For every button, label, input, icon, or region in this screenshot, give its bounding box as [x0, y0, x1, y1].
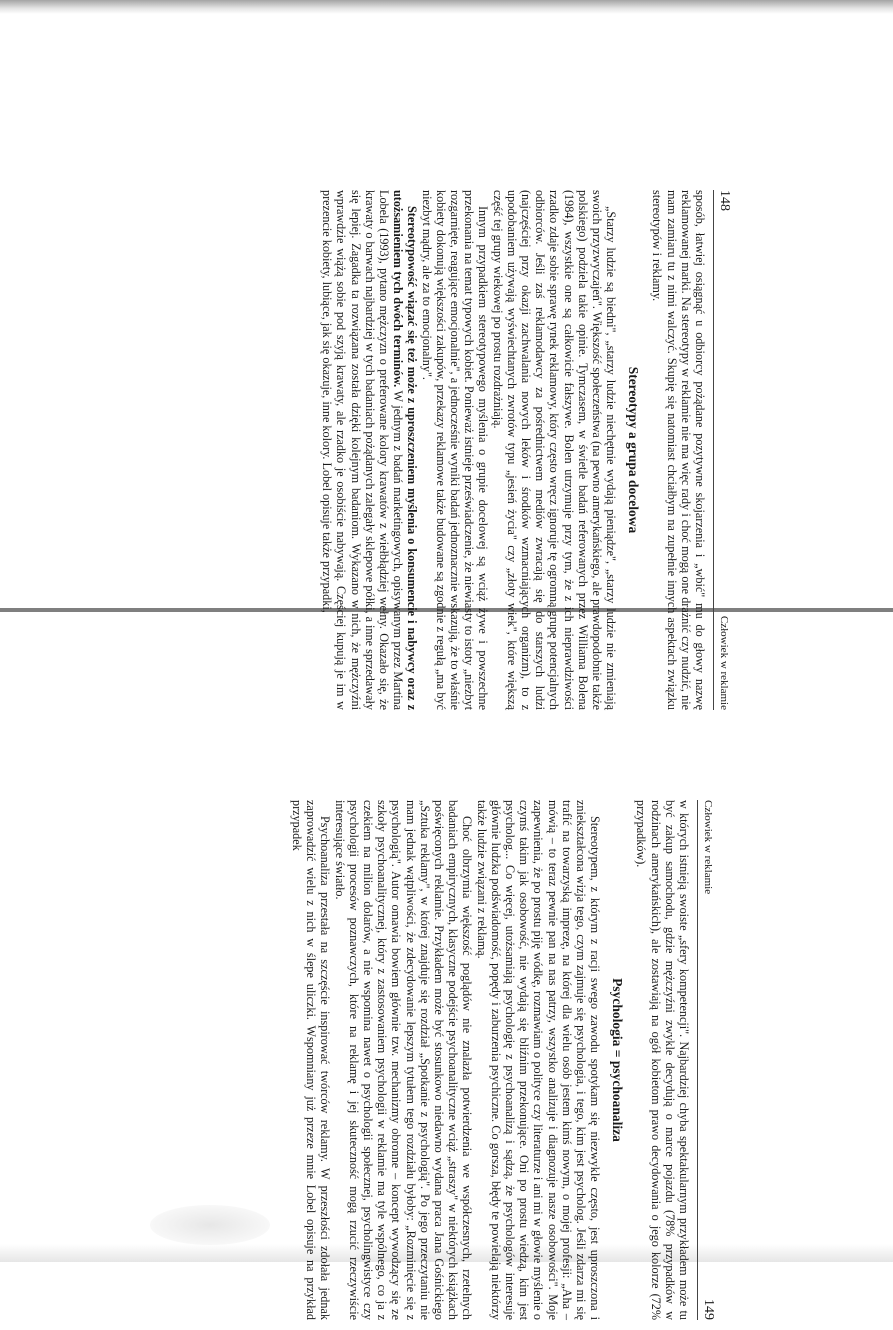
page-148	[0, 180, 736, 720]
paragraph: Psychoanaliza przestała na szczęście inspirować twórców reklamy. W przeszłości zdołała jednak zaprowadzić wielu z nich w ślepe uliczki. Wspomniany już przeze mnie Lobel opisuje na przykład przypadek	[289, 800, 333, 1320]
page-149	[0, 790, 720, 1330]
paragraph: Innym przypadkiem stereotypowego myślenia o grupie docelowej są wciąż żywe i powszechne przekonania na temat typowych kobiet. Ponieważ istnieje przeświadczenie, że niewiasty to istoty „niezbyt rozgarnięte, reagujące emocjonalnie", a jednocześnie wyniki badań jednoznacznie wskazują, że to właśnie kobiety dokonują większości zakupów, przekazy reklamowe także budowane są zgodnie z regułą „ma być niezbyt mądry, ale za to emocjonalny".	[419, 190, 491, 710]
running-title: Człowiek w reklamie	[718, 615, 730, 710]
page-number: 148	[717, 190, 732, 211]
scan-top-edge	[0, 0, 893, 14]
bold-lead: Stereotypowość wiązać się też może z uproszczeniem myślenia o konsumencie i nabywcy oraz z utożsamieniem tych dwóch terminów.	[391, 190, 420, 710]
section-heading: Psychologia = psychoanaliza	[610, 978, 626, 1142]
page-body-148	[320, 190, 707, 710]
paragraph: Stereotypem, z którym z racji swego zawodu spotykam się niezwykle często, jest uproszczona i zniekształcona wizja tego, czym zajmuje się psychologia, i tego, kim jest psycholog. Jeśli zdarza mi się trafić na towarzyską imprezę, na której dla wielu osób jestem kimś nowym, o mojej profesji: „Aha – mówią – to teraz pewnie pan na nas patrzy, wszystko analizuje i diagnozuje nasze osobowości". Moje zapewnienia, że po prostu piję wódkę, rozmawiam o polityce czy literaturze i ani mi w głowie myślenie o czymś takim jak osobowość, nie wydają się bliźnim przekonujące. Oni po prostu wiedzą, kim jest psycholog... Co więcej, utożsamiają psychologię z psychoanalizą i sądzą, że psychologów interesuje głównie ludzka podświadomość, popędy i zaburzenia psychiczne. Co gorsza, błędy te powielają niektórzy także ludzie związani z reklamą.	[474, 800, 603, 1320]
running-title: Człowiek w reklamie	[702, 800, 714, 895]
paragraph-rest: W jednym z badań marketingowych, opisywanym przez Martina Lobela (1993), pytano mężczyzn o preferowane kolory krawatów z wiełbłądziej wełny. Okazało się, że krawaty o barwach najbardziej w tych badaniach pożądanych zalegały sklepowe półki, a inne sprzedawały się lepiej. Zagadka ta rozwiązana została dzięki kolejnym badaniom. Wykazano w nich, że mężczyźni wprawdzie wiążą sobie pod szyją krawaty, ale rzadko je osobiście nabywają. Częściej kupują je im w prezencie kobiety, lubiące, jak się okazuje, inne kolory. Lobel opisuje także przypadki,	[320, 190, 406, 711]
paragraph: „Starzy ludzie są biedni", „starzy ludzie niechętnie wydają pieniądze", „starzy ludzie nie zmieniają swoich przyzwyczajeń". Większość społeczeństwa (na pewno amerykańskiego, ale prawdopodobnie także polskiego) podziela takie opinie. Tymczasem, w świetle badań referowanych przez Williama Bolena (1984), wszystkie one są całkowicie fałszywe. Bolen utrzymuje przy tym, że z ich nieprawdziwości rzadko zdaje sobie sprawę rynek reklamowy, który często wręcz ignoruje tę ogromną grupę potencjalnych odbiorców. Jeśli zaś reklamodawcy za pośrednictwem mediów zwracają się do starszych ludzi (najczęściej przy okazji zachwalania nowych leków i środków wzmacniających organizm), to z upodobaniem używają wyświechtanych zwrotów typu „jesień życia" czy „złoty wiek", które większą część tej grupy wiekowej po prostu rozdrażniają.	[490, 190, 619, 710]
running-head-149	[697, 800, 716, 1320]
paragraph	[320, 190, 419, 710]
page-body-149	[290, 800, 691, 1320]
paragraph: sposób, łatwiej osiągnąć u odbiorcy pożądane pozytywne skojarzenia i „wbić" mu do głowy nazwę reklamowanej marki. Na stereotypy w reklamie nie ma więc rady i choć mogą one drażnić czy nudzić, nie mam zamiaru tu z nimi walczyć. Skupię się natomiast chciałbym na zupełnie innych aspektach związku stereotypów i reklamy.	[650, 190, 707, 710]
section-heading: Stereotypy a grupa docelowa	[626, 366, 642, 534]
paragraph: Choć olbrzymia większość poglądów nie znalazła potwierdzenia we współczesnych, rzetelnych badaniach empirycznych, klasyczne podejście psychoanalityczne wciąż „straszy" w niektórych książkach poświęconych reklamie. Przykładem może być stosunkowo niedawno wydana praca Jana Gośnickiego „Sztuka reklamy", w której znajduje się rozdział „Spotkanie z psychologią". Po jego przeczytaniu nie mam jednak wątpliwości, że zdecydowanie lepszym tytułem tego rozdziału byłoby: „Rozminięcie się z psychologią". Autor omawia bowiem głównie tzw. mechanizmy obronne – koncept wywodzący się ze szkoły psychoanalitycznej, który z zastosowaniem psychologii w reklamie ma tyle wspólnego, co ja z czekiem na milion dolarów, a nie wspomina nawet o psychologii społecznej, psycholingwistyce czy psychologii procesów poznawczych, które na reklamę i jej skuteczność mogą rzucić rzeczywiście interesujące światło.	[332, 800, 475, 1320]
running-head-148	[713, 190, 732, 710]
paragraph: w których istnieją swoiste „sfery kompetencji". Najbardziej chyba spektakularnym przykładem może tu być zakup samochodu, gdzie mężczyźni zwykle decydują o marce pojazdu (78% przypadków w rodzinach amerykańskich), ale zostawiają na ogół kobietom prawo decydowania o jego kolorze (72% przypadków).	[634, 800, 691, 1320]
page-number: 149	[701, 1299, 716, 1320]
